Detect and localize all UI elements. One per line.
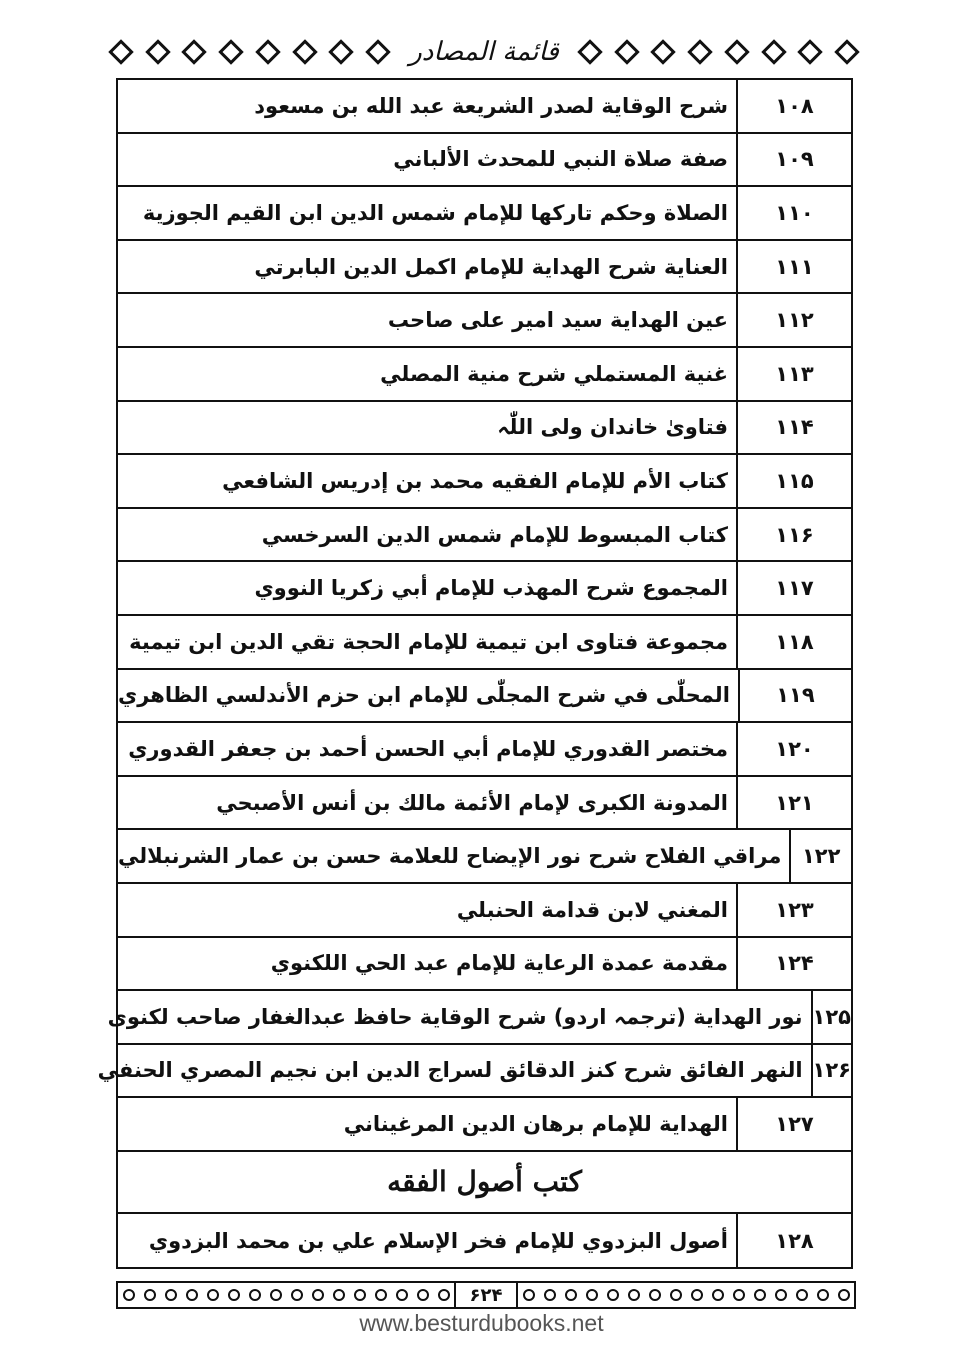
knot-ornament-icon — [182, 39, 207, 64]
chain-ornament-icon — [817, 1289, 829, 1301]
chain-ornament-icon — [270, 1289, 282, 1301]
entry-title: كتاب الأم للإمام الفقيه محمد بن إدريس الشافعي — [222, 468, 728, 493]
chain-ornament-icon — [165, 1289, 177, 1301]
section-heading: كتب أصول الفقه — [118, 1152, 851, 1214]
footer-ornament-left — [118, 1283, 454, 1307]
entry-number: ۱۲۰ — [736, 723, 851, 775]
knot-ornament-icon — [651, 39, 676, 64]
table-row — [118, 670, 851, 724]
chain-ornament-icon — [123, 1289, 135, 1301]
knot-ornament-icon — [724, 39, 749, 64]
entry-number: ۱۰۸ — [736, 80, 851, 132]
knot-ornament-icon — [614, 39, 639, 64]
page-number: ۶۲۴ — [454, 1283, 518, 1307]
table-row — [118, 830, 851, 884]
entry-number: ۱۱۰ — [736, 187, 851, 239]
chain-ornament-icon — [754, 1289, 766, 1301]
knot-ornament-icon — [145, 39, 170, 64]
chain-ornament-icon — [354, 1289, 366, 1301]
table-row — [118, 562, 851, 616]
table-row — [118, 455, 851, 509]
knot-ornament-icon — [328, 39, 353, 64]
table-row — [118, 723, 851, 777]
chain-ornament-icon — [417, 1289, 429, 1301]
page-footer — [116, 1281, 856, 1309]
entry-title: مقدمة عمدة الرعاية للإمام عبد الحي اللكنوي — [270, 951, 728, 976]
chain-ornament-icon — [607, 1289, 619, 1301]
entry-number: ۱۲۷ — [736, 1098, 851, 1150]
entry-title: النهر الفائق شرح كنز الدقائق لسراج الدين ابن نجيم المصري الحنفي — [97, 1058, 803, 1083]
entry-number: ۱۲۶ — [811, 1045, 851, 1097]
chain-ornament-icon — [838, 1289, 850, 1301]
entry-title: مراقي الفلاح شرح نور الإيضاح للعلامة حسن بن عمار الشرنبلالي — [118, 844, 782, 869]
entry-title: الهداية للإمام برهان الدين المرغيناني — [343, 1112, 728, 1137]
chain-ornament-icon — [733, 1289, 745, 1301]
chain-ornament-icon — [628, 1289, 640, 1301]
page-title: قائمة المصادر — [409, 37, 559, 67]
entry-number: ۱۰۹ — [736, 134, 851, 186]
entry-title: فتاویٰ خاندان ولی اللّٰہ — [497, 415, 728, 440]
entry-title: صفة صلاة النبي للمحدث الألباني — [393, 147, 728, 172]
entry-title: شرح الوقاية لصدر الشريعة عبد الله بن مسعود — [254, 93, 728, 118]
header-ornament-right — [581, 40, 856, 64]
chain-ornament-icon — [523, 1289, 535, 1301]
entry-number: ۱۲۵ — [811, 991, 851, 1043]
entry-number: ۱۲۴ — [736, 938, 851, 990]
entry-title: كتاب المبسوط للإمام شمس الدين السرخسي — [261, 522, 728, 547]
entry-title: غنية المستملي شرح منية المصلي — [380, 361, 728, 386]
chain-ornament-icon — [249, 1289, 261, 1301]
chain-ornament-icon — [228, 1289, 240, 1301]
entry-number: ۱۱۸ — [736, 616, 851, 668]
sources-table — [97, 78, 853, 1269]
table-row — [118, 241, 851, 295]
chain-ornament-icon — [586, 1289, 598, 1301]
entry-number: ۱۱۵ — [736, 455, 851, 507]
knot-ornament-icon — [761, 39, 786, 64]
chain-ornament-icon — [670, 1289, 682, 1301]
chain-ornament-icon — [796, 1289, 808, 1301]
knot-ornament-icon — [797, 39, 822, 64]
chain-ornament-icon — [186, 1289, 198, 1301]
website-watermark: www.besturdubooks.net — [359, 1310, 604, 1336]
entry-title: أصول البزدوي للإمام فخر الإسلام علي بن محمد البزدوي — [148, 1228, 728, 1253]
table-row — [118, 884, 851, 938]
knot-ornament-icon — [218, 39, 243, 64]
table-row — [97, 1045, 851, 1099]
page-header — [112, 30, 856, 74]
table-row — [118, 616, 851, 670]
table-row — [118, 1098, 851, 1152]
entry-title: الصلاة وحكم تاركها للإمام شمس الدين ابن القيم الجوزية — [142, 200, 728, 225]
header-ornament-left — [112, 40, 387, 64]
table-row — [107, 991, 851, 1045]
entry-number: ۱۱۷ — [736, 562, 851, 614]
entry-title: العناية شرح الهداية للإمام اكمل الدين البابرتي — [254, 254, 728, 279]
entry-number: ۱۱۲ — [736, 294, 851, 346]
table-row — [118, 402, 851, 456]
chain-ornament-icon — [565, 1289, 577, 1301]
entry-number: ۱۲۸ — [736, 1214, 851, 1268]
entry-title: نور الهداية (ترجمہ اردو) شرح الوقاية حافظ عبدالغفار صاحب لکنوی — [107, 1004, 803, 1029]
entry-title: المحلّٰی في شرح المجلّٰی للإمام ابن حزم الأندلسي الظاهري — [118, 683, 730, 708]
entry-title: المغني لابن قدامة الحنبلي — [456, 897, 728, 922]
footer-ornament-right — [518, 1283, 854, 1307]
table-row — [118, 938, 851, 992]
chain-ornament-icon — [649, 1289, 661, 1301]
chain-ornament-icon — [691, 1289, 703, 1301]
table-row — [118, 187, 851, 241]
knot-ornament-icon — [292, 39, 317, 64]
chain-ornament-icon — [312, 1289, 324, 1301]
chain-ornament-icon — [544, 1289, 556, 1301]
entry-title: عين الهداية سيد امير على صاحب — [387, 308, 728, 333]
table-row — [118, 777, 851, 831]
chain-ornament-icon — [144, 1289, 156, 1301]
knot-ornament-icon — [687, 39, 712, 64]
entry-number: ۱۱۳ — [736, 348, 851, 400]
table-row — [118, 509, 851, 563]
entry-number: ۱۱۶ — [736, 509, 851, 561]
table-row — [118, 134, 851, 188]
knot-ornament-icon — [834, 39, 859, 64]
entry-title: المجموع شرح المهذب للإمام أبي زكريا النووي — [254, 576, 728, 601]
entry-number: ۱۲۲ — [789, 830, 851, 882]
knot-ornament-icon — [108, 39, 133, 64]
chain-ornament-icon — [438, 1289, 450, 1301]
chain-ornament-icon — [333, 1289, 345, 1301]
chain-ornament-icon — [396, 1289, 408, 1301]
chain-ornament-icon — [375, 1289, 387, 1301]
entry-number: ۱۲۳ — [736, 884, 851, 936]
entry-number: ۱۲۱ — [736, 777, 851, 829]
table-row — [118, 1214, 851, 1268]
chain-ornament-icon — [291, 1289, 303, 1301]
knot-ornament-icon — [577, 39, 602, 64]
entry-title: مختصر القدوري للإمام أبي الحسن أحمد بن جعفر القدوري — [128, 736, 728, 761]
entry-number: ۱۱۴ — [736, 402, 851, 454]
entry-number: ۱۱۱ — [736, 241, 851, 293]
entry-number: ۱۱۹ — [738, 670, 851, 722]
knot-ornament-icon — [255, 39, 280, 64]
chain-ornament-icon — [775, 1289, 787, 1301]
entry-title: المدونة الكبرى لإمام الأئمة مالك بن أنس الأصبحي — [216, 790, 728, 815]
entry-title: مجموعة فتاوى ابن تيمية للإمام الحجة تقي الدين ابن تيمية — [129, 629, 728, 654]
chain-ornament-icon — [207, 1289, 219, 1301]
table-row — [118, 80, 851, 134]
table-row — [118, 348, 851, 402]
table-row — [118, 294, 851, 348]
chain-ornament-icon — [712, 1289, 724, 1301]
